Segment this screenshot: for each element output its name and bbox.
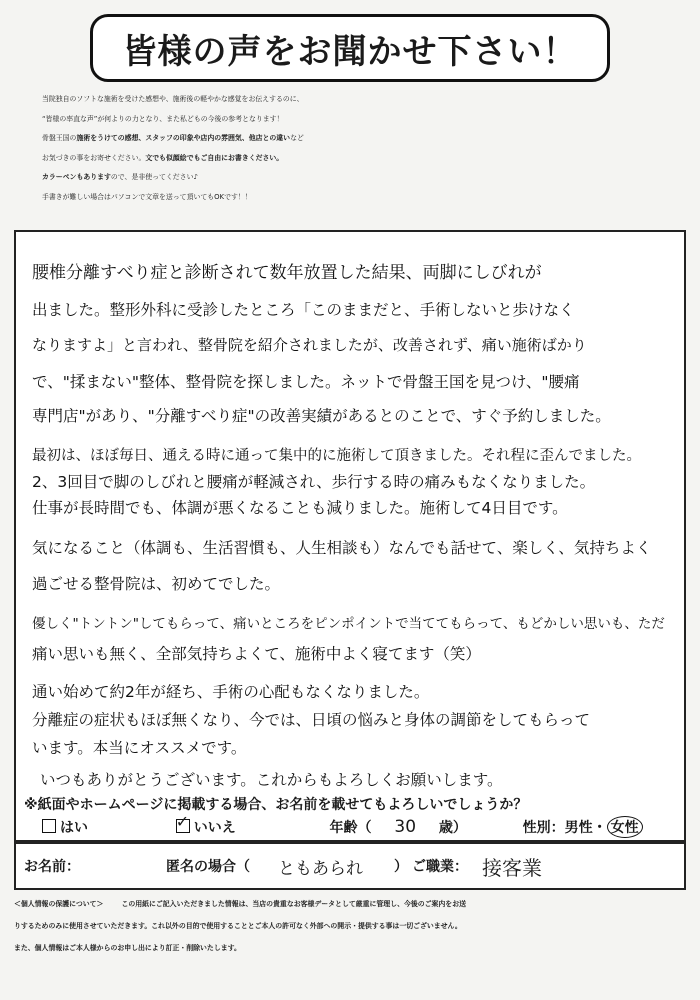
name-consent-section: [14, 792, 686, 842]
job-label: ご職業：: [412, 859, 468, 875]
comment-line: で、"揉まない"整体、整骨院を探しました。ネットで骨盤王国を見つけ、"腰痛: [32, 373, 580, 391]
comment-line: います。本当にオススメです。: [32, 739, 247, 757]
comment-line: 2、3回目で脚のしびれと腰痛が軽減され、歩行する時の痛みもなくなりました。: [32, 473, 596, 491]
comment-line: なりますよ」と言われ、整骨院を紹介されましたが、改善されず、痛い施術ばかり: [32, 336, 587, 354]
job-value: 接客業: [482, 856, 542, 880]
privacy-line: りするためのみに使用させていただきます。これ以外の目的で使用することとご本人の許可なく外部への開示・提供する事は一切ございません。: [14, 922, 462, 930]
comment-line: 痛い思いも無く、全部気持ちよくて、施術中よく寝てます（笑）: [32, 645, 481, 663]
anon-name-value: ともあられ: [278, 859, 363, 879]
privacy-line: また、個人情報はご本人様からのお申し出により訂正・削除いたします。: [14, 944, 241, 952]
comment-line: 腰椎分離すべり症と診断されて数年放置した結果、両脚にしびれが: [32, 263, 542, 283]
comment-line: 出ました。整形外科に受診したところ「このままだと、手術しないと歩けなく: [32, 301, 575, 319]
no-label: いいえ: [193, 820, 236, 836]
age-label: 年齢（: [329, 820, 372, 836]
comment-line: 通い始めて約2年が経ち、手術の心配もなくなりました。: [32, 683, 430, 701]
anon-close: ）: [394, 859, 408, 875]
comment-line: 気になること（体調も、生活習慣も、人生相談も）なんでも話せて、楽しく、気持ちよく: [32, 539, 652, 557]
gender-separator: ・: [592, 820, 607, 836]
intro-line: 当院独自のソフトな施術を受けた感想や、施術後の軽やかな感覚をお伝えするのに、: [42, 95, 304, 103]
comment-line: いつもありがとうございます。これからもよろしくお願いします。: [40, 771, 503, 789]
intro-line: “皆様の率直な声”が何よりの力となり、また私どもの今後の参考となります！: [42, 114, 284, 123]
consent-options: [42, 812, 643, 838]
age-unit: 歳）: [438, 820, 467, 836]
page-title: 皆様の声をお聞かせ下さい！: [90, 14, 610, 82]
comment-line: 優しく"トントン"してもらって、痛いところをピンポイントで当ててもらって、もどかしい思いも、ただ: [32, 616, 665, 632]
anon-label: 匿名の場合（: [166, 859, 250, 875]
age-value: 30: [394, 817, 417, 837]
comment-line: 過ごせる整骨院は、初めてでした。: [32, 575, 281, 593]
intro-text: [42, 90, 682, 207]
yes-checkbox[interactable]: [42, 819, 56, 833]
gender-male[interactable]: 男性: [564, 820, 593, 836]
comment-line: 仕事が長時間でも、体調が悪くなることも減りました。施術して4日目です。: [32, 499, 568, 517]
intro-line: カラーペンもありますので、是非使ってください♪: [42, 173, 198, 181]
intro-line: 骨盤王国の施術をうけての感想、スタッフの印象や店内の雰囲気、他店との違いなど: [42, 134, 304, 142]
comment-panel: [14, 230, 686, 794]
comment-line: 分離症の症状もほぼ無くなり、今では、日頃の悩みと身体の調節をしてもらって: [32, 711, 591, 729]
privacy-line: ＜個人情報の保護について＞ この用紙にご記入いただきました情報は、当店の貴重なお客様データとして厳重に管理し、今後のご案内をお送: [14, 900, 466, 908]
intro-line: 手書きが難しい場合はパソコンで文章を送って頂いてもOKです！！: [42, 192, 252, 201]
intro-line: お気づきの事をお寄せください。文でも似顔絵でもご自由にお書きください。: [42, 153, 284, 162]
check-icon: ✓: [175, 812, 190, 831]
gender-female-circled[interactable]: 女性: [607, 816, 643, 838]
no-checkbox[interactable]: [175, 812, 190, 833]
gender-label: 性別：: [522, 820, 565, 836]
privacy-notice: [14, 893, 684, 959]
comment-line: 最初は、ほぼ毎日、通える時に通って集中的に施術して頂きました。それ程に歪んでました。: [32, 448, 641, 464]
name-section: [14, 842, 686, 890]
name-label: お名前：: [24, 859, 80, 875]
consent-question: ※紙面やホームページに掲載する場合、お名前を載せてもよろしいでしょうか？: [24, 797, 528, 813]
comment-line: 専門店"があり、"分離すべり症"の改善実績があるとのことで、すぐ予約しました。: [32, 407, 611, 425]
yes-label: はい: [60, 820, 88, 836]
